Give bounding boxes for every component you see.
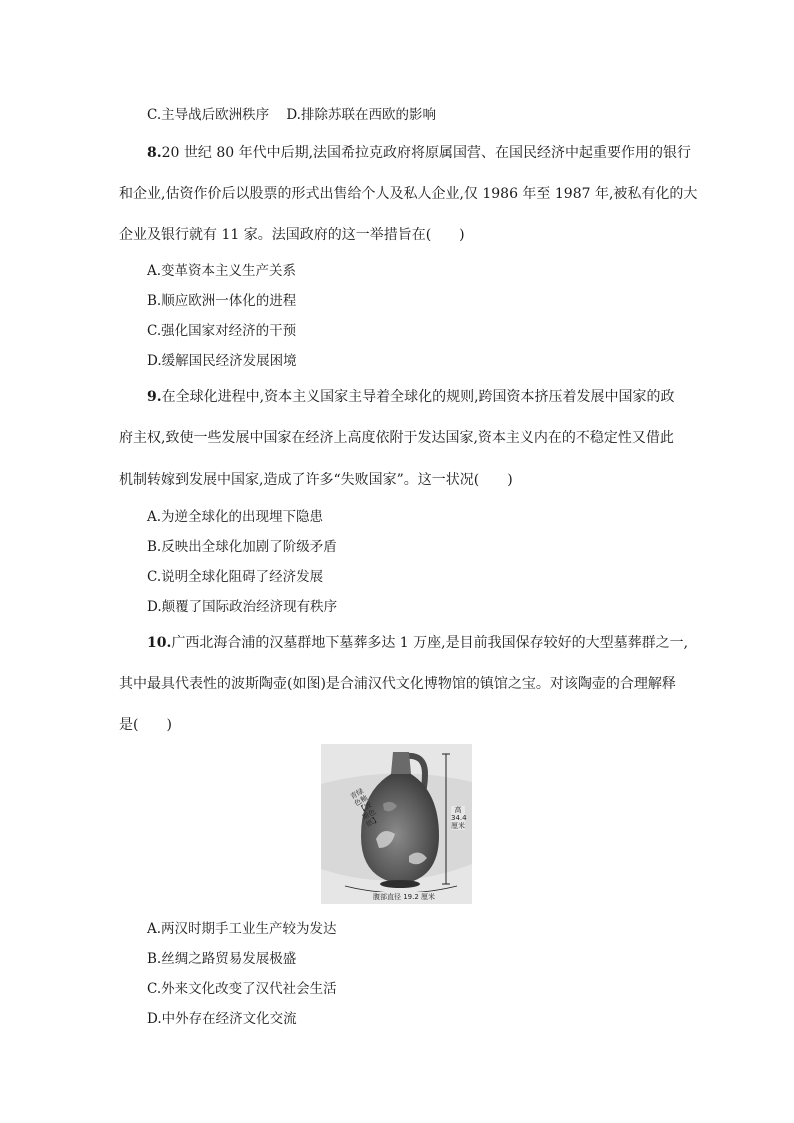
q9-option-d: D.颠覆了国际政治经济现有秩序 — [147, 599, 338, 615]
q10-option-a: A.两汉时期手工业生产较为发达 — [147, 921, 337, 937]
width-label: 腹部直径 19.2 厘米 — [359, 892, 449, 902]
q9-option-b: B.反映出全球化加剧了阶级矛盾 — [147, 539, 337, 555]
q9-option-c: C.说明全球化阻碍了经济发展 — [147, 569, 324, 585]
q8-stem-line-2: 和企业,估资作价后以股票的形式出售给个人及私人企业,仅 1986 年至 1987 年,被私有化的大 — [119, 186, 698, 202]
q10-stem-line-2: 其中最具代表性的波斯陶壶(如图)是合浦汉代文化博物馆的镇馆之宝。对该陶壶的合理解释 — [119, 676, 676, 692]
q8-number: 8. — [147, 145, 162, 161]
q8-stem-line-1: 8.20 世纪 80 年代中后期,法国希拉克政府将原属国营、在国民经济中起重要作用的银行 — [147, 145, 692, 161]
q7-option-d: D.排除苏联在西欧的影响 — [286, 107, 436, 123]
q8-option-c: C.强化国家对经济的干预 — [147, 323, 297, 339]
q10-number: 10. — [147, 635, 172, 651]
persian-jar-figure — [321, 744, 472, 904]
q9-number: 9. — [147, 389, 162, 405]
q9-stem-line-2: 府主权,致使一些发展中国家在经济上高度依附于发达国家,资本主义内在的不稳定性又借此 — [119, 430, 674, 446]
q10-option-c: C.外来文化改变了汉代社会生活 — [147, 981, 337, 997]
q10-stem-line-3: 是( ) — [119, 717, 172, 733]
q8-option-d: D.缓解国民经济发展困境 — [147, 353, 297, 369]
q8-option-a: A.变革资本主义生产关系 — [147, 263, 297, 279]
q10-option-d: D.中外存在经济文化交流 — [147, 1011, 297, 1027]
q9-stem-line-3: 机制转嫁到发展中国家,造成了许多“失败国家”。这一状况( ) — [119, 472, 513, 488]
q8-option-b: B.顺应欧洲一体化的进程 — [147, 293, 297, 309]
glaze-label: 青绿色釉【波斯色纸】 — [349, 787, 382, 829]
persian-jar-image — [321, 744, 472, 904]
q9-stem-line-1: 9.在全球化进程中,资本主义国家主导着全球化的规则,跨国资本挤压着发展中国家的政 — [147, 389, 675, 405]
q9-option-a: A.为逆全球化的出现埋下隐患 — [147, 509, 324, 525]
q7-option-cd-row — [147, 103, 436, 123]
q7-option-c: C.主导战后欧洲秩序 — [147, 107, 270, 123]
height-label: 高34.4厘米 — [451, 806, 467, 830]
q8-stem-line-3: 企业及银行就有 11 家。法国政府的这一举措旨在( ) — [119, 227, 465, 243]
q10-stem-line-1: 10.广西北海合浦的汉墓群地下墓葬多达 1 万座,是目前我国保存较好的大型墓葬群之一, — [147, 635, 689, 651]
q10-option-b: B.丝绸之路贸易发展极盛 — [147, 951, 297, 967]
